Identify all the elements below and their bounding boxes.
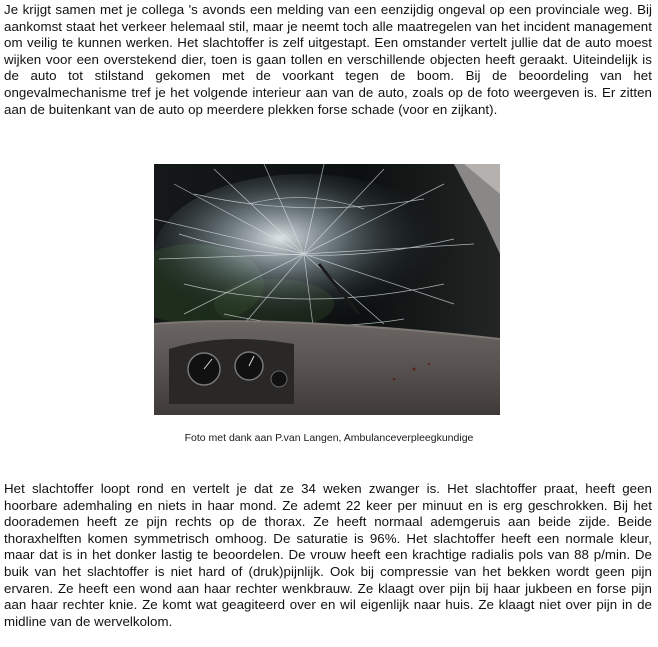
patient-paragraph: Het slachtoffer loopt rond en vertelt je dat ze 34 weken zwanger is. Het slachtoffer praat, heeft geen hoorbare ademhaling en niets in haar mond. Ze ademt 22 keer per minuut en is erg geschrokken. Bij het doorademen heeft ze pijn rechts op de thorax. Ze heeft normaal ademgeruis aan beide zijde. Beide thoraxhelften komen symmetrisch omhoog. De saturatie is 96%. Het slachtoffer heeft een normale kleur, maar dat is in het donker lastig te beoordelen. De vrouw heeft een krachtige radialis pols van 88 p/min. De buik van het slachtoffer is niet hard of (druk)pijnlijk. Ook bij compressie van het bekken wordt geen pijn ervaren. Ze heeft een wond aan haar rechter wenkbrauw. Ze klaagt over pijn bij haar jukbeen en forse pijn aan haar rechter knie. Ze komt wat geagiteerd over en wil eigenlijk naar huis. Ze klaagt niet over pijn in de midline van de wervelkolom. (4, 481, 652, 629)
intro-paragraph: Je krijgt samen met je collega 's avonds een melding van een eenzijdig ongeval op een provinciale weg. Bij aankomst staat het verkeer helemaal stil, maar je neemt toch alle maatregelen van het incident management om veilig te kunnen werken. Het slachtoffer is zelf uitgestapt. Een omstander vertelt jullie dat de auto moest wijken voor een overstekend dier, toen is gaan tollen en verschillende objecten heeft geraakt. Uiteindelijk is de auto tot stilstand gekomen met de voorkant tegen de boom. Bij de beoordeling van het ongevalmechanisme tref je het volgende interieur aan van de auto, zoals op de foto weergeven is. Er zitten aan de buitenkant van de auto op meerdere plekken forse schade (voor en zijkant). (4, 2, 652, 117)
photo-caption: Foto met dank aan P.van Langen, Ambulanceverpleegkundige (184, 432, 474, 444)
crashed-windshield-photo-icon (154, 164, 500, 415)
